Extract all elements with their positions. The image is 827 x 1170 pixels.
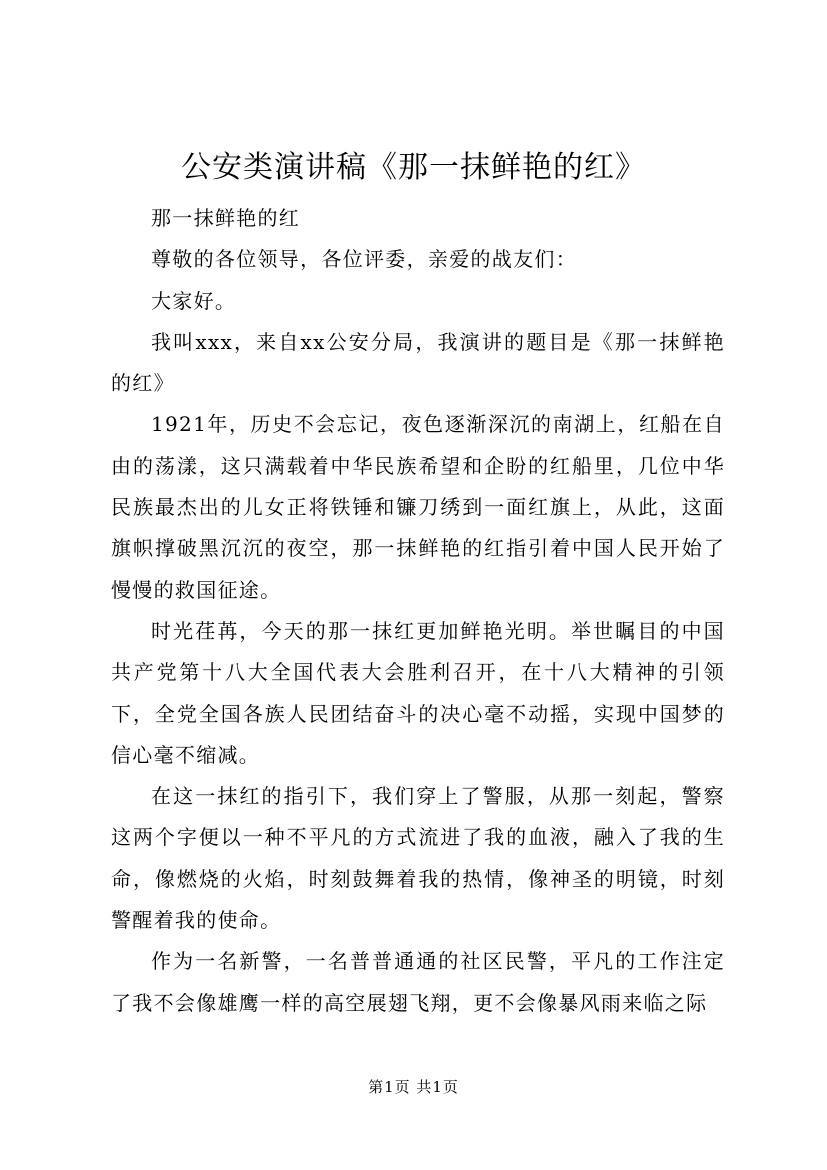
paragraph-present: 时光荏苒，今天的那一抹红更加鲜艳光明。举世瞩目的中国共产党第十八大全国代表大会胜利召开，在十八大精神的引领下，全党全国各族人民团结奋斗的决心毫不动摇，实现中国梦的信心毫不缩减。 bbox=[111, 618, 725, 767]
paragraph-speech-title: 那一抹鲜艳的红 bbox=[151, 206, 301, 230]
document-body bbox=[111, 198, 725, 1024]
page-footer: 第1页 共1页 bbox=[368, 1078, 459, 1096]
paragraph-greeting: 大家好。 bbox=[151, 288, 237, 313]
paragraph-salutation: 尊敬的各位领导，各位评委，亲爱的战友们： bbox=[151, 247, 577, 272]
paragraph-new-police: 作为一名新警，一名普普通通的社区民警，平凡的工作注定了我不会像雄鹰一样的高空展翅飞翔，更不会像暴风雨来临之际 bbox=[111, 949, 725, 1015]
paragraph-history: 1921年，历史不会忘记，夜色逐渐深沉的南湖上，红船在自由的荡漾，这只满载着中华民族希望和企盼的红船里，几位中华民族最杰出的儿女正将铁锤和镰刀绣到一面红旗上，从此，这面旗帜撑破黑沉沉的夜空，那一抹鲜艳的红指引着中国人民开始了慢慢的救国征途。 bbox=[111, 412, 725, 602]
paragraph-introduction: 我叫xxx，来自xx公安分局，我演讲的题目是《那一抹鲜艳的红》 bbox=[111, 329, 725, 396]
document-title: 公安类演讲稿《那一抹鲜艳的红》 bbox=[181, 150, 646, 185]
paragraph-uniform: 在这一抹红的指引下，我们穿上了警服，从那一刻起，警察这两个字便以一种不平凡的方式流进了我的血液，融入了我的生命，像燃烧的火焰，时刻鼓舞着我的热情，像神圣的明镜，时刻警醒着我的使命。 bbox=[111, 784, 725, 933]
